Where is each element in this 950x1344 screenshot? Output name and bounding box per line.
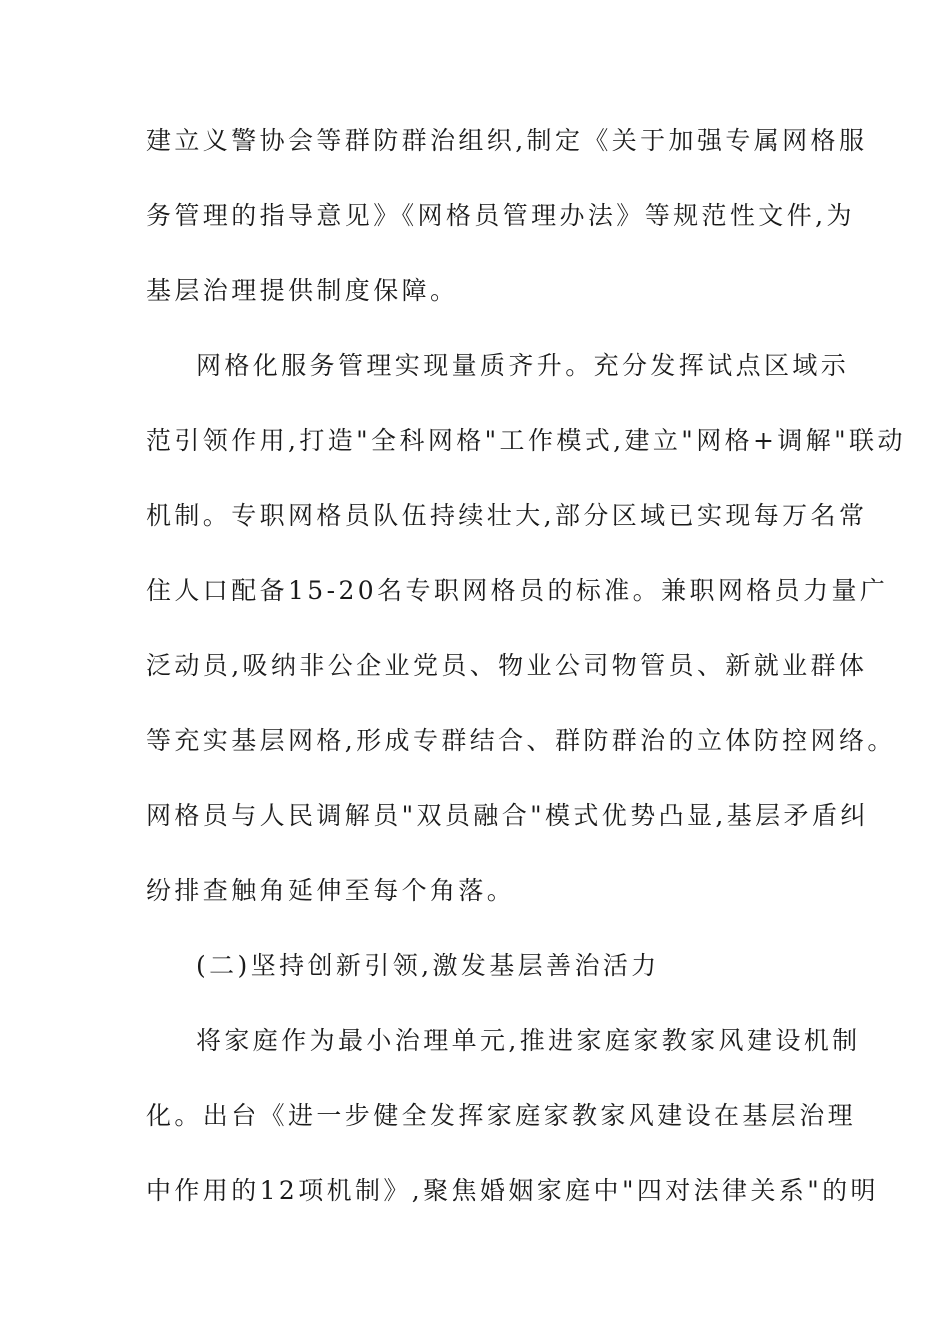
paragraph-line: 化。出台《进一步健全发挥家庭家教家风建设在基层治理: [146, 1101, 857, 1130]
paragraph-line: 纷排查触角延伸至每个角落。: [146, 876, 516, 905]
paragraph-line: 住人口配备15-20名专职网格员的标准。兼职网格员力量广: [146, 576, 889, 605]
paragraph-line: 务管理的指导意见》《网格员管理办法》等规范性文件,为: [146, 201, 855, 230]
paragraph-line: 网格化服务管理实现量质齐升。充分发挥试点区域示: [196, 351, 850, 380]
paragraph-line: 中作用的12项机制》,聚焦婚姻家庭中"四对法律关系"的明: [146, 1176, 879, 1205]
paragraph-line: 机制。专职网格员队伍持续壮大,部分区域已实现每万名常: [146, 501, 868, 530]
paragraph-line: 泛动员,吸纳非公企业党员、物业公司物管员、新就业群体: [146, 651, 868, 680]
paragraph-line: 网格员与人民调解员"双员融合"模式优势凸显,基层矛盾纠: [146, 801, 869, 830]
paragraph-line: 将家庭作为最小治理单元,推进家庭家教家风建设机制: [196, 1026, 861, 1055]
paragraph-line: 建立义警协会等群防群治组织,制定《关于加强专属网格服: [146, 126, 868, 155]
paragraph-line: 基层治理提供制度保障。: [146, 276, 459, 305]
paragraph-line: 范引领作用,打造"全科网格"工作模式,建立"网格+调解"联动: [146, 426, 906, 455]
section-heading: (二)坚持创新引领,激发基层善治活力: [196, 951, 660, 980]
paragraph-line: 等充实基层网格,形成专群结合、群防群治的立体防控网络。: [146, 726, 896, 755]
